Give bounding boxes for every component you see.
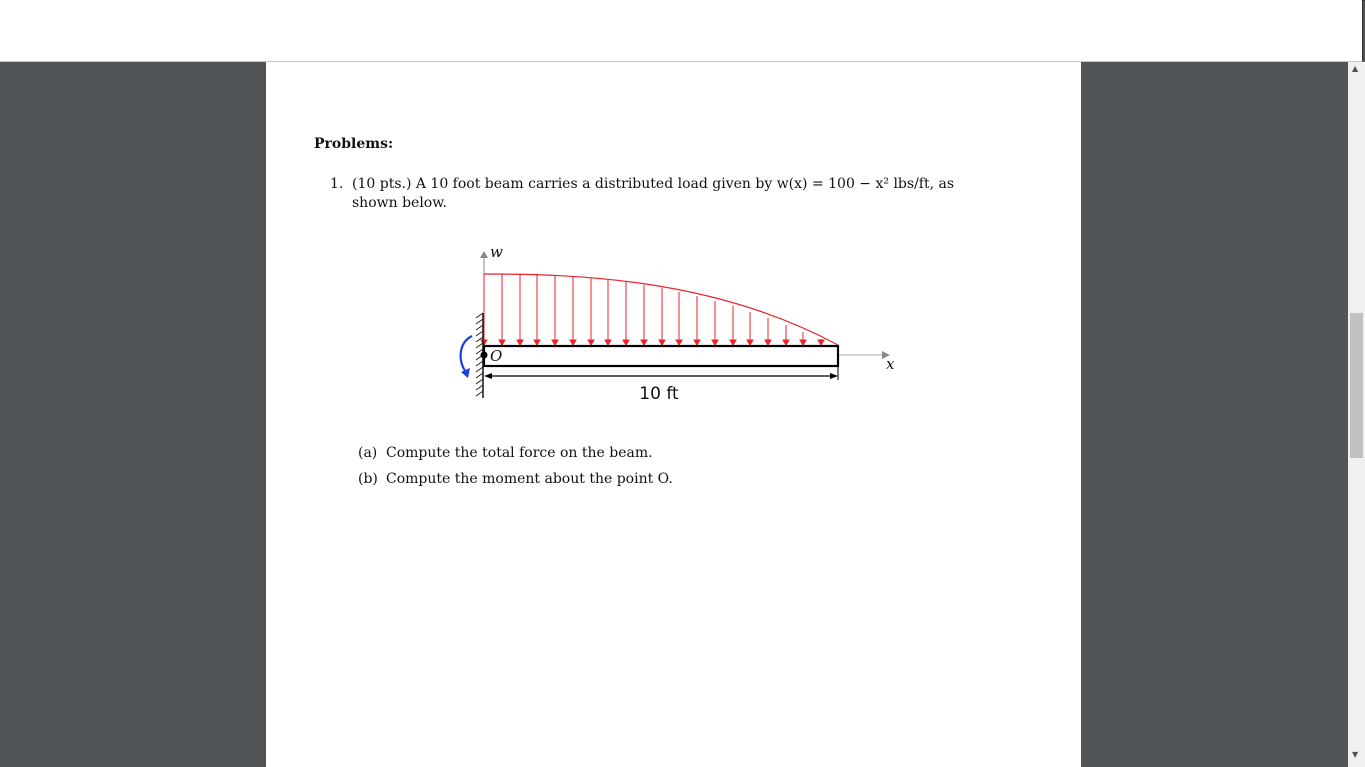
viewer-toolbar <box>0 0 1363 62</box>
dimension-left-arrow-icon <box>484 373 492 379</box>
scrollbar-thumb[interactable] <box>1350 313 1363 458</box>
dimension-right-arrow-icon <box>830 373 838 379</box>
beam <box>484 346 838 366</box>
moment-arrow <box>461 336 472 372</box>
w-axis-arrow-icon <box>480 251 488 258</box>
origin-point <box>481 352 488 359</box>
w-axis-label: w <box>490 243 503 261</box>
part-b <box>358 471 673 487</box>
problem-1 <box>330 175 994 213</box>
length-label: 10 ft <box>639 384 679 404</box>
scroll-up-arrow-icon[interactable]: ▲ <box>1352 64 1359 73</box>
part-b-text: Compute the moment about the point O. <box>386 471 673 487</box>
problem-number: 1. <box>330 176 344 192</box>
scroll-down-arrow-icon[interactable]: ▼ <box>1352 750 1359 759</box>
part-a-text: Compute the total force on the beam. <box>386 445 653 461</box>
problems-heading: Problems: <box>314 136 394 152</box>
document-page <box>266 62 1081 767</box>
beam-diagram <box>454 238 894 408</box>
problem-text: (10 pts.) A 10 foot beam carries a distributed load given by w(x) = 100 − x² lbs/ft, as shown below. <box>352 176 955 211</box>
part-b-label: (b) <box>358 471 378 487</box>
x-axis-label: x <box>886 355 894 373</box>
part-a <box>358 445 653 461</box>
part-a-label: (a) <box>358 445 378 461</box>
origin-label: O <box>490 347 503 365</box>
